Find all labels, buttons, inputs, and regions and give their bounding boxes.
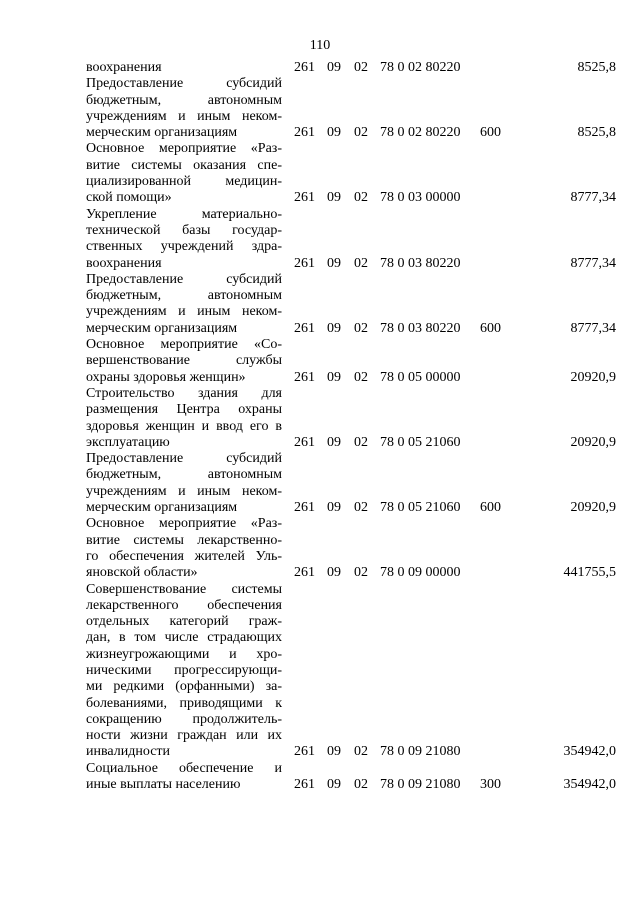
subsection-code: 02 [354,434,368,450]
table-row [86,272,616,337]
row-name-line: болеваниями, приводящими к [86,695,282,711]
table-row [86,386,616,451]
ministry-code: 261 [294,565,315,581]
row-codes [282,370,616,386]
row-name-line: воохранения [86,255,162,271]
row-codes [282,125,616,141]
row-name-line: размещения Центра охраны [86,402,282,418]
subsection-code: 02 [354,60,368,75]
row-name [86,761,282,794]
row-name-line: лекарственного обеспечения [86,597,282,613]
row-name-line: ственных учреждений здра- [86,239,282,255]
row-name-line: Основное мероприятие «Раз- [86,516,282,532]
row-name-line: учреждениям и иным неком- [86,108,282,124]
row-name [86,272,282,337]
budget-table [86,60,616,793]
section-code: 09 [327,369,341,385]
subsection-code: 02 [354,500,368,516]
amount-value: 8777,34 [570,190,616,206]
section-code: 09 [327,500,341,516]
row-name-line: Основное мероприятие «Со- [86,337,282,353]
ministry-code: 261 [294,369,315,385]
ministry-code: 261 [294,190,315,206]
amount-value: 8777,34 [570,320,616,336]
row-name [86,582,282,761]
amount-value: 8525,8 [577,125,616,141]
target-article-code: 78 0 05 21060 [380,500,461,516]
row-name [86,207,282,272]
target-article-code: 78 0 03 80220 [380,320,461,336]
ministry-code: 261 [294,434,315,450]
row-name-line: Строительство здания для [86,385,282,401]
subsection-code: 02 [354,369,368,385]
page-number: 110 [309,38,331,53]
row-codes [282,60,616,76]
table-row [86,516,616,581]
amount-value: 354942,0 [563,744,616,760]
table-row [86,60,616,76]
row-name [86,337,282,386]
table-row [86,76,616,141]
row-name-line: бюджетным, автономным [86,92,282,108]
target-article-code: 78 0 02 80220 [380,60,461,75]
row-name-line: ности жизни граждан или их [86,728,282,744]
subsection-code: 02 [354,320,368,336]
ministry-code: 261 [294,500,315,516]
ministry-code: 261 [294,777,315,793]
row-name [86,141,282,206]
row-name-line: бюджетным, автономным [86,288,282,304]
target-article-code: 78 0 05 00000 [380,369,461,385]
row-codes [282,777,616,793]
target-article-code: 78 0 03 80220 [380,255,461,271]
row-name-line: Предоставление субсидий [86,76,282,92]
row-name [86,516,282,581]
row-name-line: Основное мероприятие «Раз- [86,141,282,157]
ministry-code: 261 [294,60,315,75]
row-codes [282,565,616,581]
row-name-line: Предоставление субсидий [86,271,282,287]
target-article-code: 78 0 09 21080 [380,777,461,793]
expense-type-code: 600 [480,125,501,141]
row-name-line: эксплуатацию [86,434,170,450]
subsection-code: 02 [354,777,368,793]
amount-value: 8525,8 [577,60,616,75]
row-codes [282,435,616,451]
ministry-code: 261 [294,744,315,760]
row-name [86,386,282,451]
row-name-line: охраны здоровья женщин» [86,369,246,385]
row-codes [282,321,616,337]
row-name-line: мерческим организациям [86,500,238,516]
row-codes [282,744,616,760]
amount-value: 8777,34 [570,255,616,271]
row-name-line: Предоставление субсидий [86,451,282,467]
row-name-line: го обеспечения жителей Уль- [86,548,282,564]
subsection-code: 02 [354,190,368,206]
amount-value: 20920,9 [570,369,616,385]
section-code: 09 [327,744,341,760]
row-name-line: циализированной медицин- [86,174,282,190]
row-name-line: сокращению продолжитель- [86,711,282,727]
row-name-line: отдельных категорий граж- [86,614,282,630]
row-name-line: инвалидности [86,744,171,760]
target-article-code: 78 0 09 21080 [380,744,461,760]
table-row [86,207,616,272]
amount-value: 20920,9 [570,500,616,516]
subsection-code: 02 [354,565,368,581]
target-article-code: 78 0 05 21060 [380,434,461,450]
row-name-line: мерческим организациям [86,320,238,336]
amount-value: 441755,5 [563,565,616,581]
ministry-code: 261 [294,125,315,141]
ministry-code: 261 [294,320,315,336]
row-name-line: витие системы лекарственно- [86,532,282,548]
expense-type-code: 300 [480,777,501,793]
row-name-line: дан, в том числе страдающих [86,630,282,646]
row-name-line: технической базы государ- [86,222,282,238]
row-name [86,60,282,76]
row-name-line: воохранения [86,60,162,75]
subsection-code: 02 [354,125,368,141]
section-code: 09 [327,255,341,271]
row-name [86,451,282,516]
target-article-code: 78 0 03 00000 [380,190,461,206]
table-row [86,337,616,386]
row-name-line: мерческим организациям [86,125,238,141]
row-name-line: ническими прогрессирующи- [86,662,282,678]
row-codes [282,256,616,272]
section-code: 09 [327,320,341,336]
expense-type-code: 600 [480,320,501,336]
section-code: 09 [327,565,341,581]
row-codes [282,500,616,516]
ministry-code: 261 [294,255,315,271]
row-name-line: вершенствование службы [86,353,282,369]
row-name-line: жизнеугрожающими и хро- [86,646,282,662]
section-code: 09 [327,777,341,793]
row-codes [282,190,616,206]
section-code: 09 [327,190,341,206]
amount-value: 20920,9 [570,434,616,450]
row-name-line: ми редкими (орфанными) за- [86,679,282,695]
row-name-line: витие системы оказания спе- [86,157,282,173]
row-name-line: иные выплаты населению [86,777,241,793]
expense-type-code: 600 [480,500,501,516]
row-name-line: ской помощи» [86,190,172,206]
row-name-line: учреждениям и иным неком- [86,483,282,499]
table-row [86,761,616,794]
section-code: 09 [327,60,341,75]
target-article-code: 78 0 02 80220 [380,125,461,141]
table-row [86,582,616,761]
row-name-line: учреждениям и иным неком- [86,304,282,320]
row-name [86,76,282,141]
subsection-code: 02 [354,255,368,271]
section-code: 09 [327,434,341,450]
row-name-line: Совершенствование системы [86,581,282,597]
target-article-code: 78 0 09 00000 [380,565,461,581]
row-name-line: Социальное обеспечение и [86,760,282,776]
row-name-line: бюджетным, автономным [86,467,282,483]
row-name-line: здоровья женщин и ввод его в [86,418,282,434]
table-row [86,451,616,516]
amount-value: 354942,0 [563,777,616,793]
row-name-line: Укрепление материально- [86,206,282,222]
subsection-code: 02 [354,744,368,760]
table-row [86,141,616,206]
row-name-line: яновской области» [86,565,198,581]
section-code: 09 [327,125,341,141]
